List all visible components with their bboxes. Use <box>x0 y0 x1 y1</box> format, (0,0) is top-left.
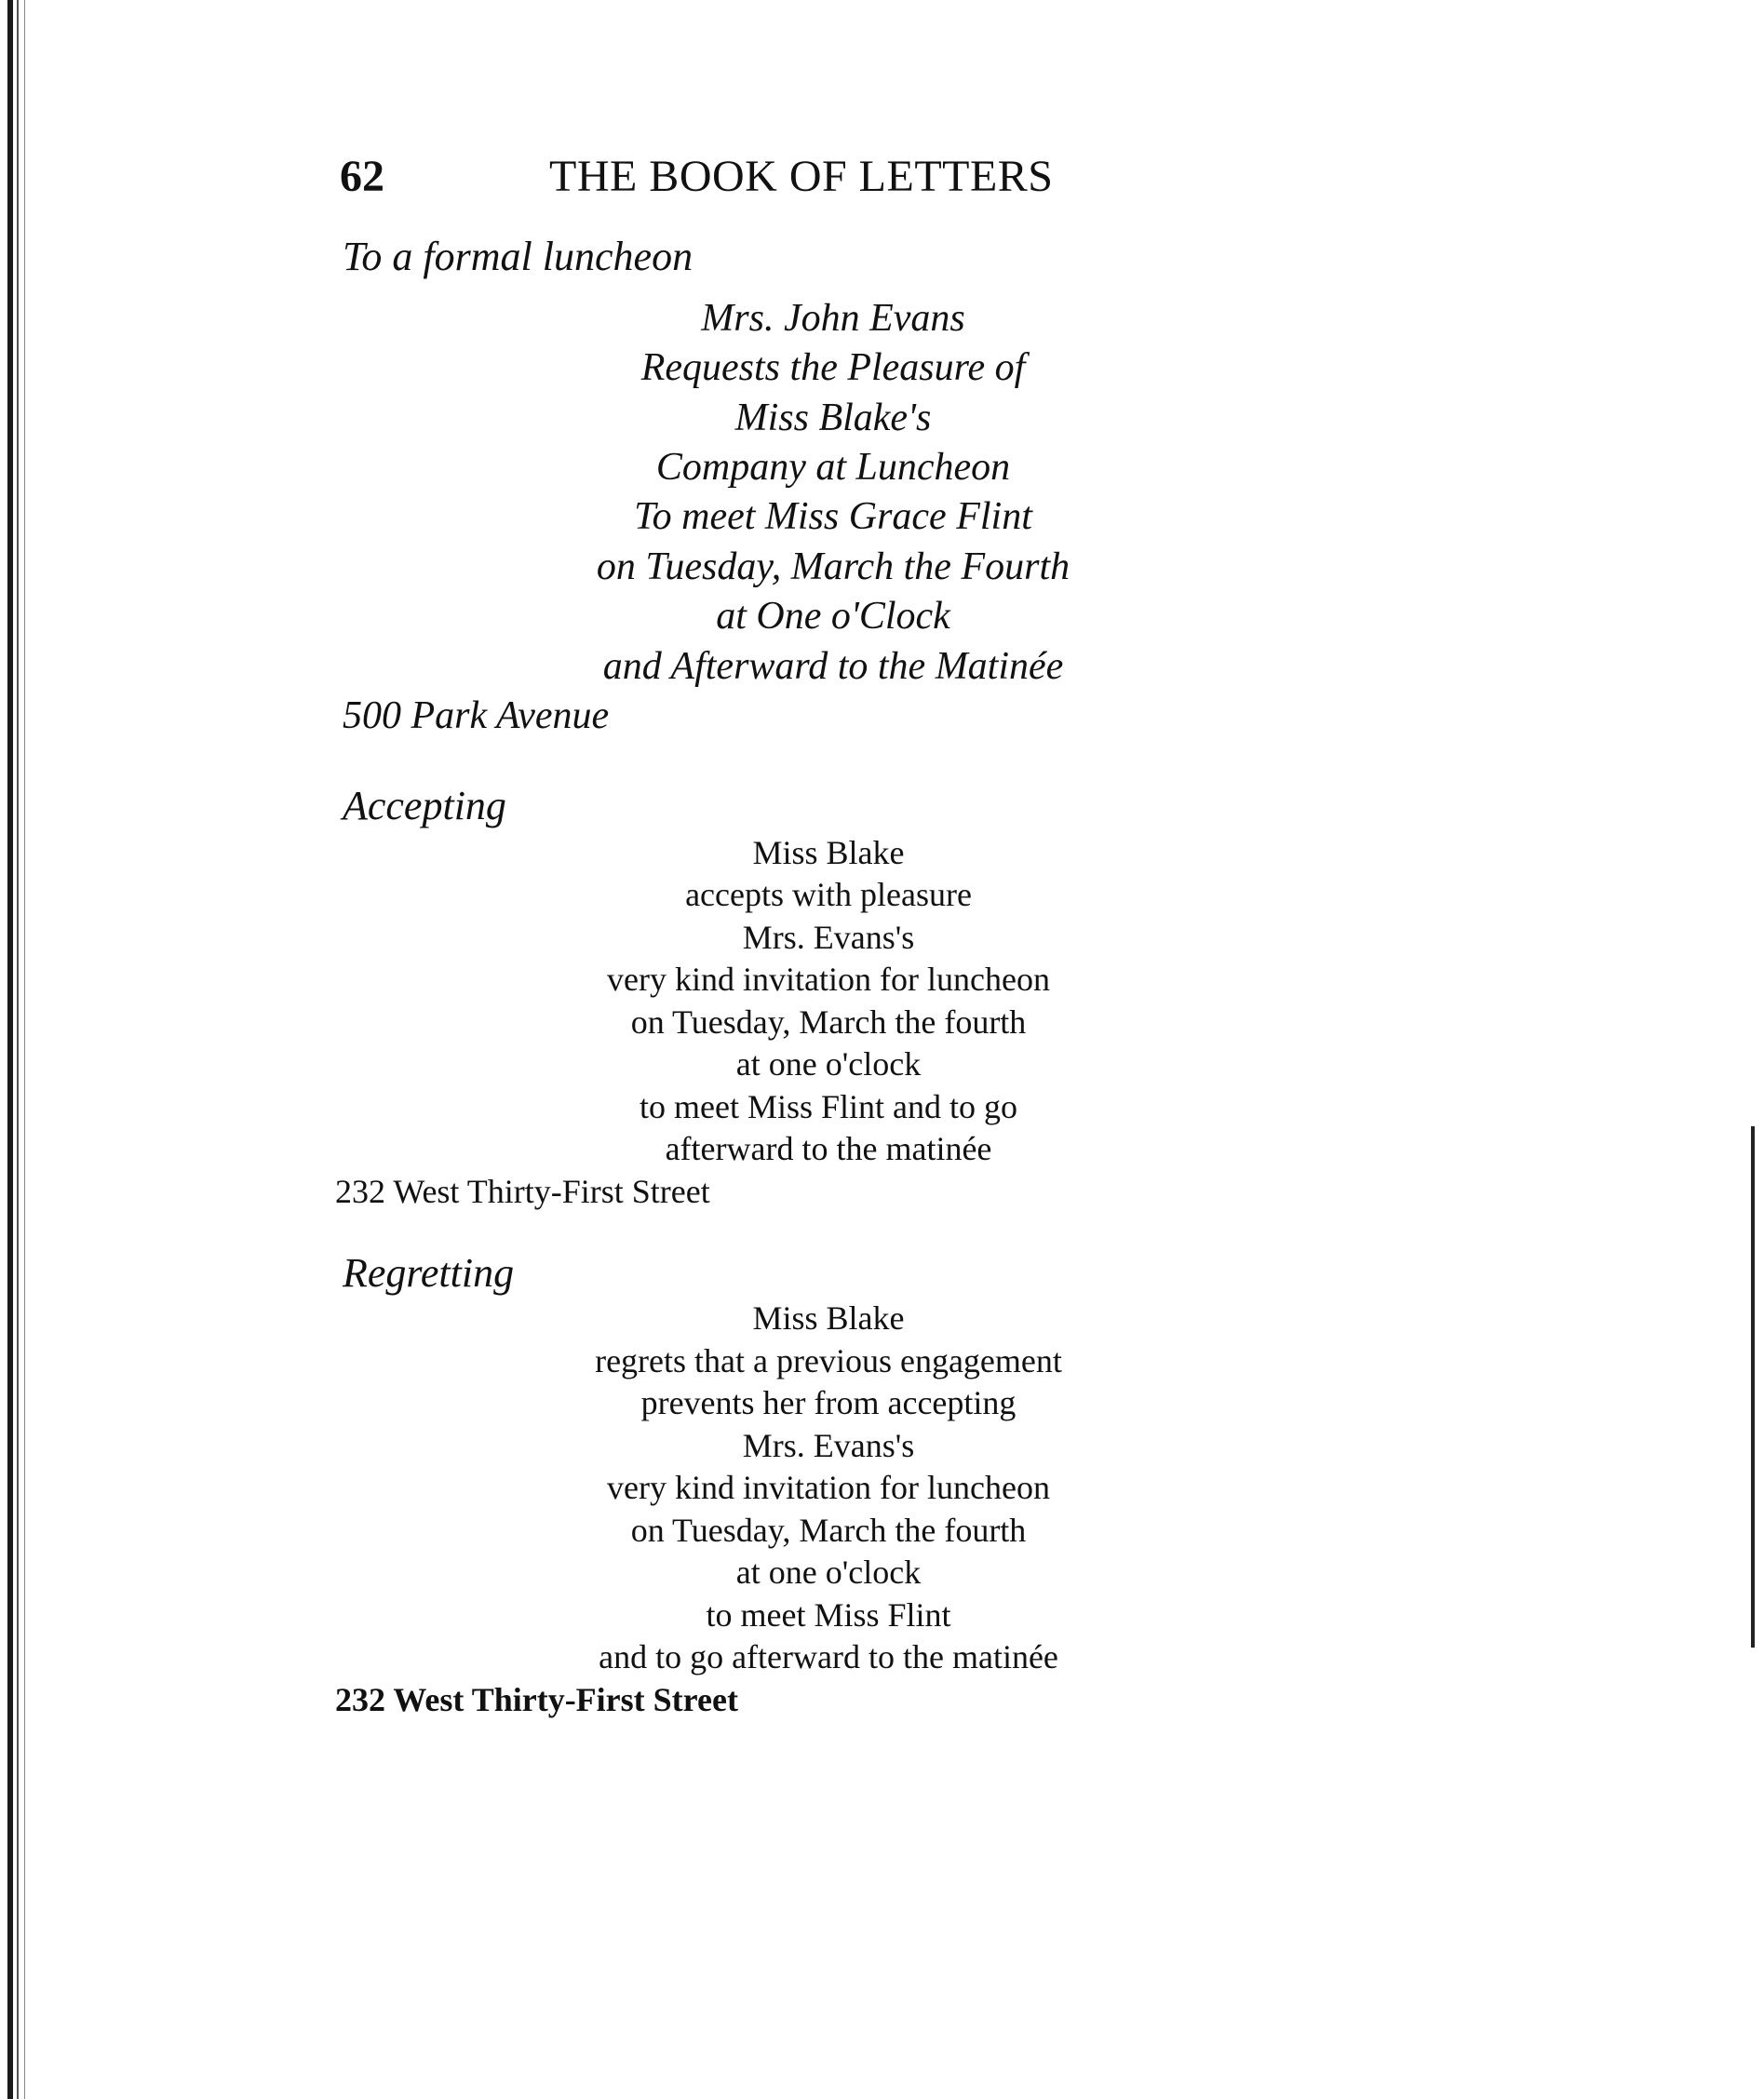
reply-line: and to go afterward to the matinée <box>599 1638 1058 1675</box>
reply-line: Mrs. Evans's <box>742 1427 915 1464</box>
reply-line: very kind invitation for luncheon <box>607 1469 1050 1506</box>
invitation-line: Company at Luncheon <box>655 446 1011 489</box>
running-title: THE BOOK OF LETTERS <box>549 152 1054 201</box>
invitation-line: Mrs. John Evans <box>701 297 965 340</box>
reply-line: accepts with pleasure <box>685 876 972 913</box>
invitation-line: on Tuesday, March the Fourth <box>596 545 1071 588</box>
invitation-line: and Afterward to the Matinée <box>602 645 1064 688</box>
invitation-line: Requests the Pleasure of <box>640 346 1026 389</box>
invitation-line: at One o'Clock <box>716 595 950 638</box>
reply-line: at one o'clock <box>735 1554 922 1591</box>
invitation-line: To meet Miss Grace Flint <box>634 495 1032 538</box>
section-heading: Regretting <box>343 1250 515 1296</box>
reply-line: very kind invitation for luncheon <box>607 961 1050 998</box>
reply-line: to meet Miss Flint <box>706 1596 951 1634</box>
reply-line: to meet Miss Flint and to go <box>639 1088 1017 1125</box>
section-heading: Accepting <box>343 783 506 828</box>
reply-line: on Tuesday, March the fourth <box>630 1512 1027 1549</box>
reply-line: Miss Blake <box>752 1299 905 1337</box>
reply-address: 232 West Thirty-First Street <box>335 1173 710 1210</box>
reply-line: regrets that a previous engagement <box>595 1342 1062 1379</box>
reply-line: at one o'clock <box>735 1045 922 1083</box>
invitation-line: Miss Blake's <box>734 397 932 439</box>
reply-line: on Tuesday, March the fourth <box>630 1003 1027 1041</box>
reply-line: afterward to the matinée <box>665 1130 992 1167</box>
section-heading: To a formal luncheon <box>343 234 693 279</box>
reply-line: Miss Blake <box>752 834 905 871</box>
page-number: 62 <box>340 152 384 201</box>
page-edge-mark <box>1751 1126 1755 1648</box>
reply-line: prevents her from accepting <box>640 1384 1017 1421</box>
invitation-address: 500 Park Avenue <box>343 694 610 737</box>
reply-address: 232 West Thirty-First Street <box>335 1681 738 1718</box>
reply-line: Mrs. Evans's <box>742 919 915 956</box>
